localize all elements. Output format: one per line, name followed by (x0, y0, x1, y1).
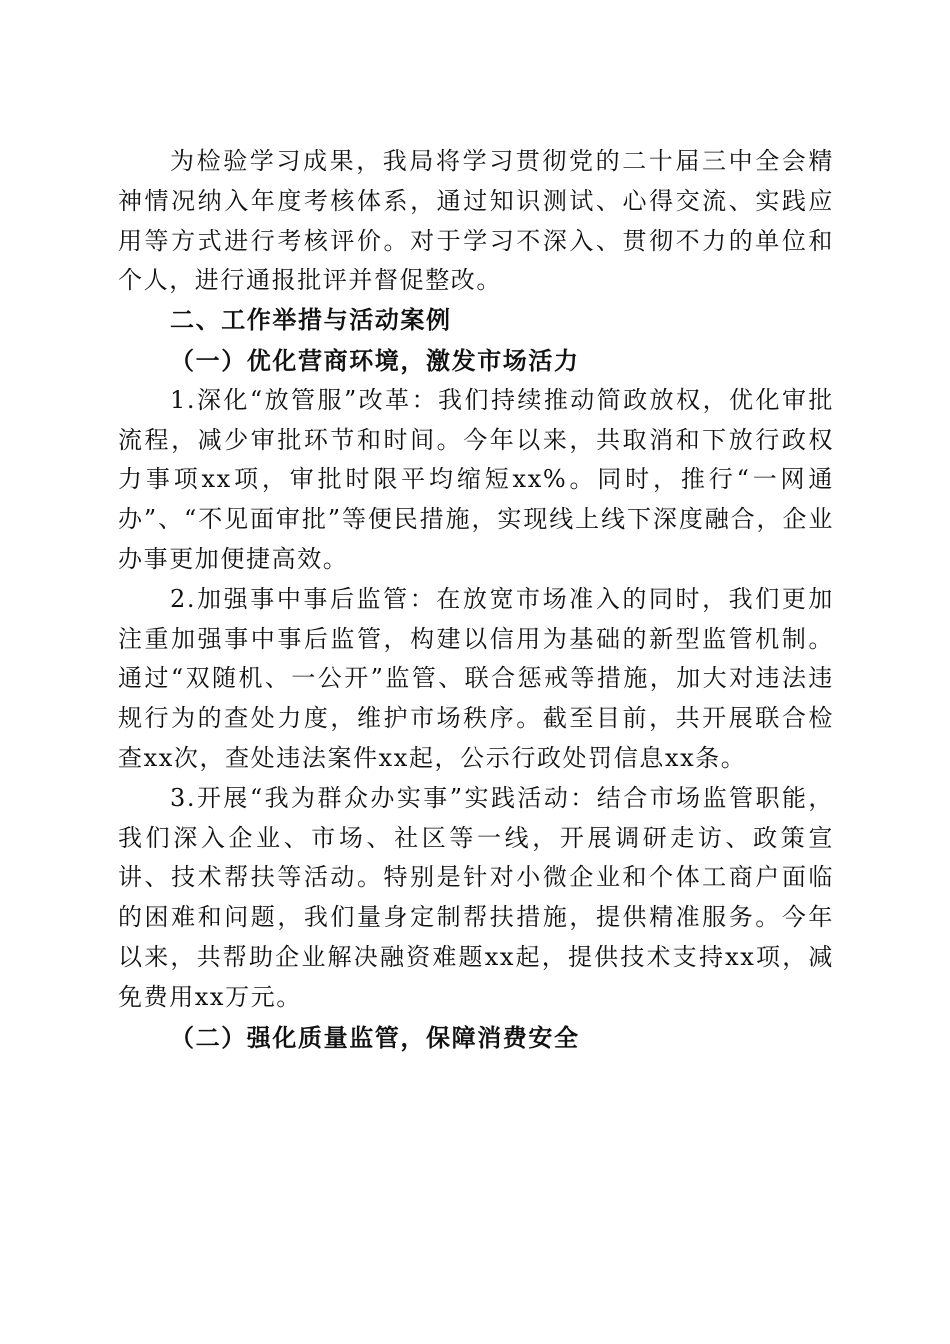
subsection-heading-1: （一）优化营商环境，激发市场活力 (170, 345, 580, 375)
paragraph-item-3: 3.开展“我为群众办实事”实践活动：结合市场监管职能，我们深入企业、市场、社区等一线，开展调研走访、政策宣讲、技术帮扶等活动。特别是针对小微企业和个体工商户面临的困难和问题，我们量身定制帮扶措施，提供精准服务。今年以来，共帮助企业解决融资难题xx起，提供技术支持xx项，减免费用xx万元。 (118, 783, 834, 1011)
subsection-heading-2: （二）强化质量监管，保障消费安全 (170, 1022, 580, 1052)
paragraph-item-1: 1.深化“放管服”改革：我们持续推动简政放权，优化审批流程，减少审批环节和时间。今年以来，共取消和下放行政权力事项xx项，审批时限平均缩短xx%。同时，推行“一网通办”、“不见面审批”等便民措施，实现线上线下深度融合，企业办事更加便捷高效。 (118, 385, 834, 573)
paragraph-assessment: 为检验学习成果，我局将学习贯彻党的二十届三中全会精神情况纳入年度考核体系，通过知识测试、心得交流、实践应用等方式进行考核评价。对于学习不深入、贯彻不力的单位和个人，进行通报批评并督促整改。 (118, 147, 834, 295)
paragraph-item-2: 2.加强事中事后监管：在放宽市场准入的同时，我们更加注重加强事中事后监管，构建以信用为基础的新型监管机制。通过“双随机、一公开”监管、联合惩戒等措施，加大对违法违规行为的查处力度，维护市场秩序。截至目前，共开展联合检查xx次，查处违法案件xx起，公示行政处罚信息xx条。 (118, 584, 834, 772)
document-body (118, 142, 834, 1057)
section-heading-2: 二、工作举措与活动案例 (170, 306, 452, 335)
